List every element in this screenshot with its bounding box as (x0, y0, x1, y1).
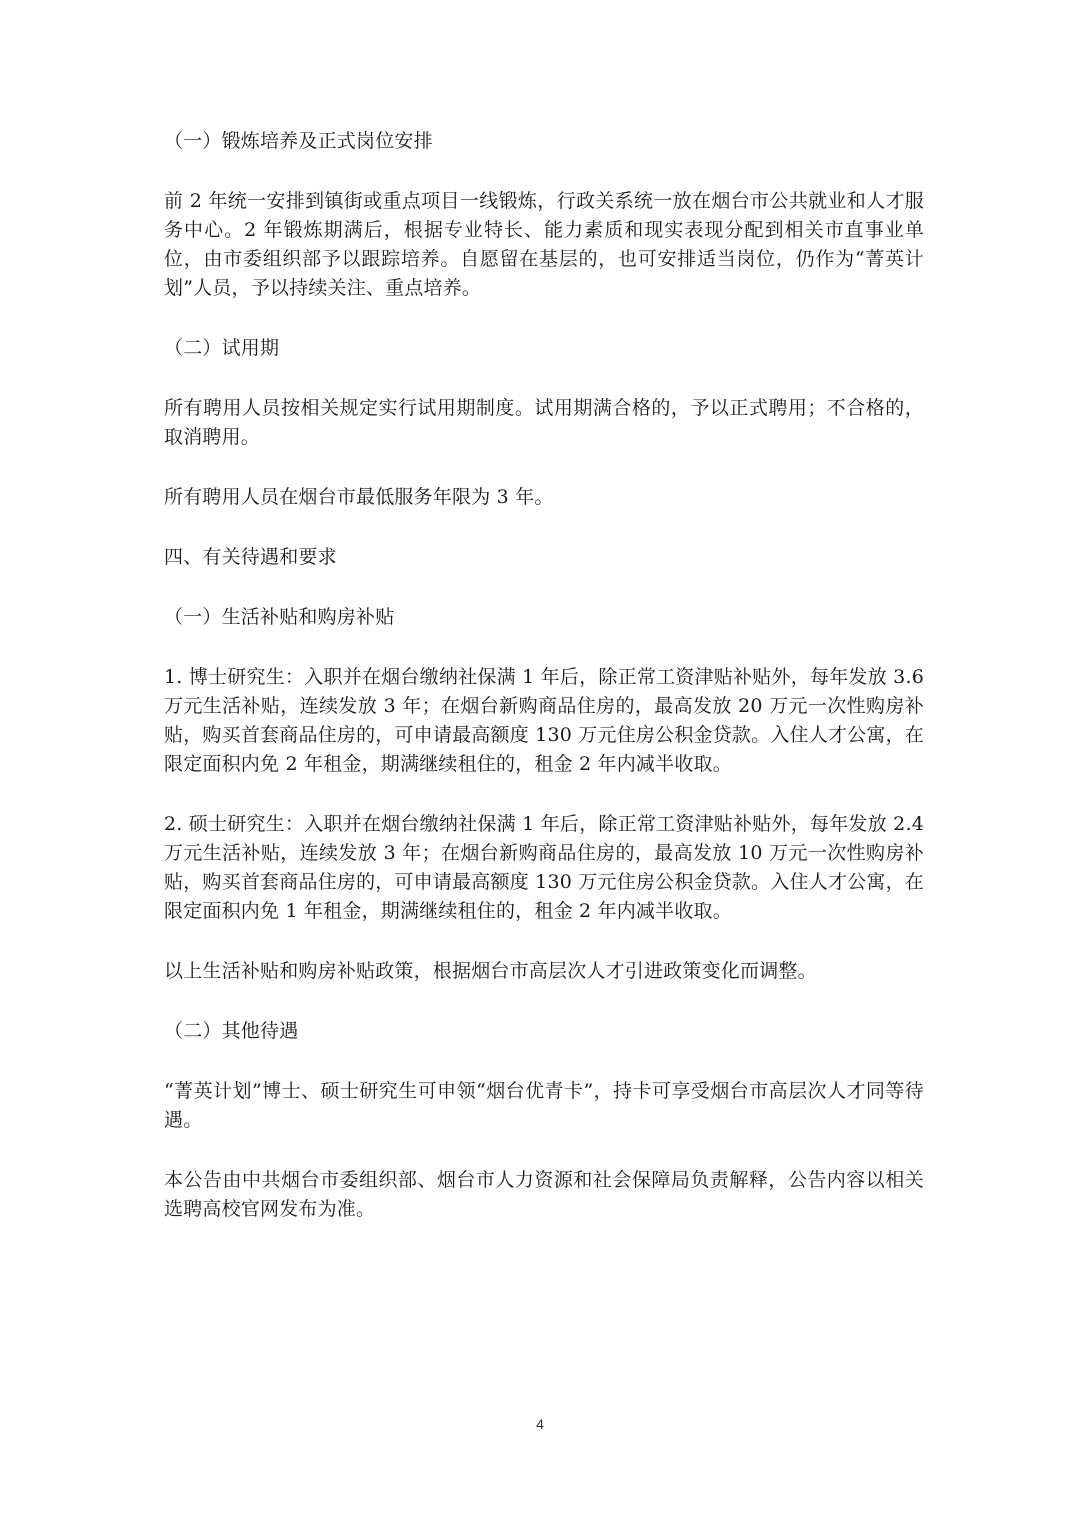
document-body (164, 127, 931, 1224)
page-number: 4 (536, 1416, 544, 1432)
paragraph-master-benefits: 2. 硕士研究生：入职并在烟台缴纳社保满 1 年后，除正常工资津贴补贴外，每年发放 2.4 万元生活补贴，连续发放 3 年；在烟台新购商品住房的，最高发放 10 万元一次性购房补贴，购买首套商品住房的，可申请最高额度 130 万元住房公积金贷款。入住人才公寓，在限定面积内免 1 年租金，期满继续租住的，租金 2 年内减半收取。 (164, 813, 931, 922)
heading-other-benefits: （二）其他待遇 (164, 1020, 299, 1042)
paragraph-minimum-service: 所有聘用人员在烟台市最低服务年限为 3 年。 (164, 486, 554, 508)
paragraph-probation-rules: 所有聘用人员按相关规定实行试用期制度。试用期满合格的，予以正式聘用；不合格的，取消聘用。 (164, 397, 924, 448)
heading-benefits-requirements: 四、有关待遇和要求 (164, 546, 337, 568)
heading-probation: （二）试用期 (164, 337, 280, 359)
paragraph-training-details: 前 2 年统一安排到镇街或重点项目一线锻炼，行政关系统一放在烟台市公共就业和人才服务中心。2 年锻炼期满后，根据专业特长、能力素质和现实表现分配到相关市直事业单位，由市委组织部予以跟踪培养。自愿留在基层的，也可安排适当岗位，仍作为“菁英计划”人员，予以持续关注、重点培养。 (164, 190, 924, 299)
paragraph-youth-card: “菁英计划”博士、硕士研究生可申领“烟台优青卡”，持卡可享受烟台市高层次人才同等待遇。 (164, 1080, 924, 1131)
heading-living-housing-subsidy: （一）生活补贴和购房补贴 (164, 606, 395, 628)
paragraph-doctoral-benefits: 1. 博士研究生：入职并在烟台缴纳社保满 1 年后，除正常工资津贴补贴外，每年发放 3.6 万元生活补贴，连续发放 3 年；在烟台新购商品住房的，最高发放 20 万元一次性购房补贴，购买首套商品住房的，可申请最高额度 130 万元住房公积金贷款。入住人才公寓，在限定面积内免 2 年租金，期满继续租住的，租金 2 年内减半收取。 (164, 666, 931, 775)
paragraph-interpretation: 本公告由中共烟台市委组织部、烟台市人力资源和社会保障局负责解释，公告内容以相关选聘高校官网发布为准。 (164, 1169, 924, 1220)
heading-training-placement: （一）锻炼培养及正式岗位安排 (164, 130, 433, 152)
paragraph-policy-adjustment: 以上生活补贴和购房补贴政策，根据烟台市高层次人才引进政策变化而调整。 (164, 960, 817, 982)
